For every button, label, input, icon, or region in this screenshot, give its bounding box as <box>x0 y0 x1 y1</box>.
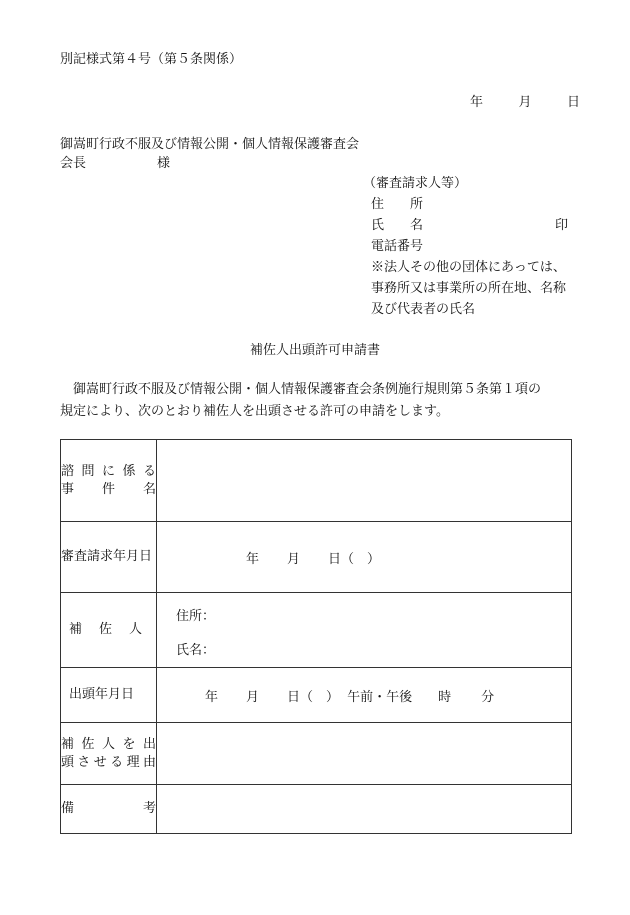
requester-note-line: 及び代表者の氏名 <box>371 302 476 317</box>
review-month: 月 <box>287 551 301 567</box>
requester-note-line: ※法人その他の団体にあっては、 <box>371 260 566 275</box>
requester-heading: （審査請求人等） <box>363 176 468 191</box>
appearance-year: 年 <box>205 689 219 705</box>
form-number: 別記様式第４号（第５条関係） <box>60 52 243 67</box>
field-assistant[interactable] <box>157 593 572 668</box>
appearance-hour: 時 <box>438 689 452 705</box>
date-year: 年 <box>470 95 484 110</box>
field-appearance-date[interactable] <box>157 668 572 723</box>
date-month: 月 <box>518 95 532 110</box>
label-assistant: 補 佐 人 <box>61 593 157 668</box>
addressee-organization: 御嵩町行政不服及び情報公開・個人情報保護審査会 <box>60 137 360 152</box>
review-weekday: （ ） <box>341 551 381 567</box>
review-day: 日 <box>328 551 342 567</box>
addressee-role: 会長 <box>60 156 87 171</box>
label-reason: 補 佐 人 を 出 頭 さ せ る 理 由 <box>61 723 157 785</box>
seal-mark: 印 <box>555 218 569 233</box>
date-day: 日 <box>566 95 580 110</box>
assistant-address-label: 住所： <box>176 609 216 624</box>
body-line: 規定により、次のとおり補佐人を出頭させる許可の申請をします。 <box>60 404 449 419</box>
appearance-weekday: （ ） <box>300 689 340 705</box>
requester-note-line: 事務所又は事業所の所在地、名称 <box>371 281 567 296</box>
row-reason <box>61 723 572 785</box>
appearance-ampm: 午前・午後 <box>347 689 413 705</box>
row-review-date <box>61 522 572 593</box>
requester-address-label: 住 所 <box>371 197 424 212</box>
field-remarks[interactable] <box>157 785 572 834</box>
body-text <box>60 379 585 423</box>
row-case <box>61 440 572 522</box>
field-review-date[interactable] <box>157 522 572 593</box>
field-reason[interactable] <box>157 723 572 785</box>
field-case[interactable] <box>157 440 572 522</box>
label-case: 諮 問 に 係 る 事 件 名 <box>61 440 157 522</box>
review-year: 年 <box>246 551 260 567</box>
appearance-minute: 分 <box>481 689 495 705</box>
addressee-honorific: 様 <box>157 156 171 171</box>
row-appearance-date <box>61 668 572 723</box>
requester-name-label: 氏 名 <box>371 218 424 233</box>
submission-date <box>470 95 580 111</box>
body-line: 御嵩町行政不服及び情報公開・個人情報保護審査会条例施行規則第５条第１項の <box>73 382 542 397</box>
row-remarks <box>61 785 572 834</box>
requester-phone-label: 電話番号 <box>371 239 424 254</box>
row-assistant <box>61 593 572 668</box>
label-appearance-date: 出頭年月日 <box>61 668 157 723</box>
label-remarks: 備 考 <box>61 785 157 834</box>
assistant-name-label: 氏名： <box>176 643 216 658</box>
label-review-date: 審査請求年月日 <box>61 522 157 593</box>
appearance-day: 日 <box>287 689 301 705</box>
application-table <box>60 439 572 834</box>
addressee-title <box>60 156 171 172</box>
appearance-month: 月 <box>246 689 260 705</box>
document-title: 補佐人出頭許可申請書 <box>249 343 380 358</box>
